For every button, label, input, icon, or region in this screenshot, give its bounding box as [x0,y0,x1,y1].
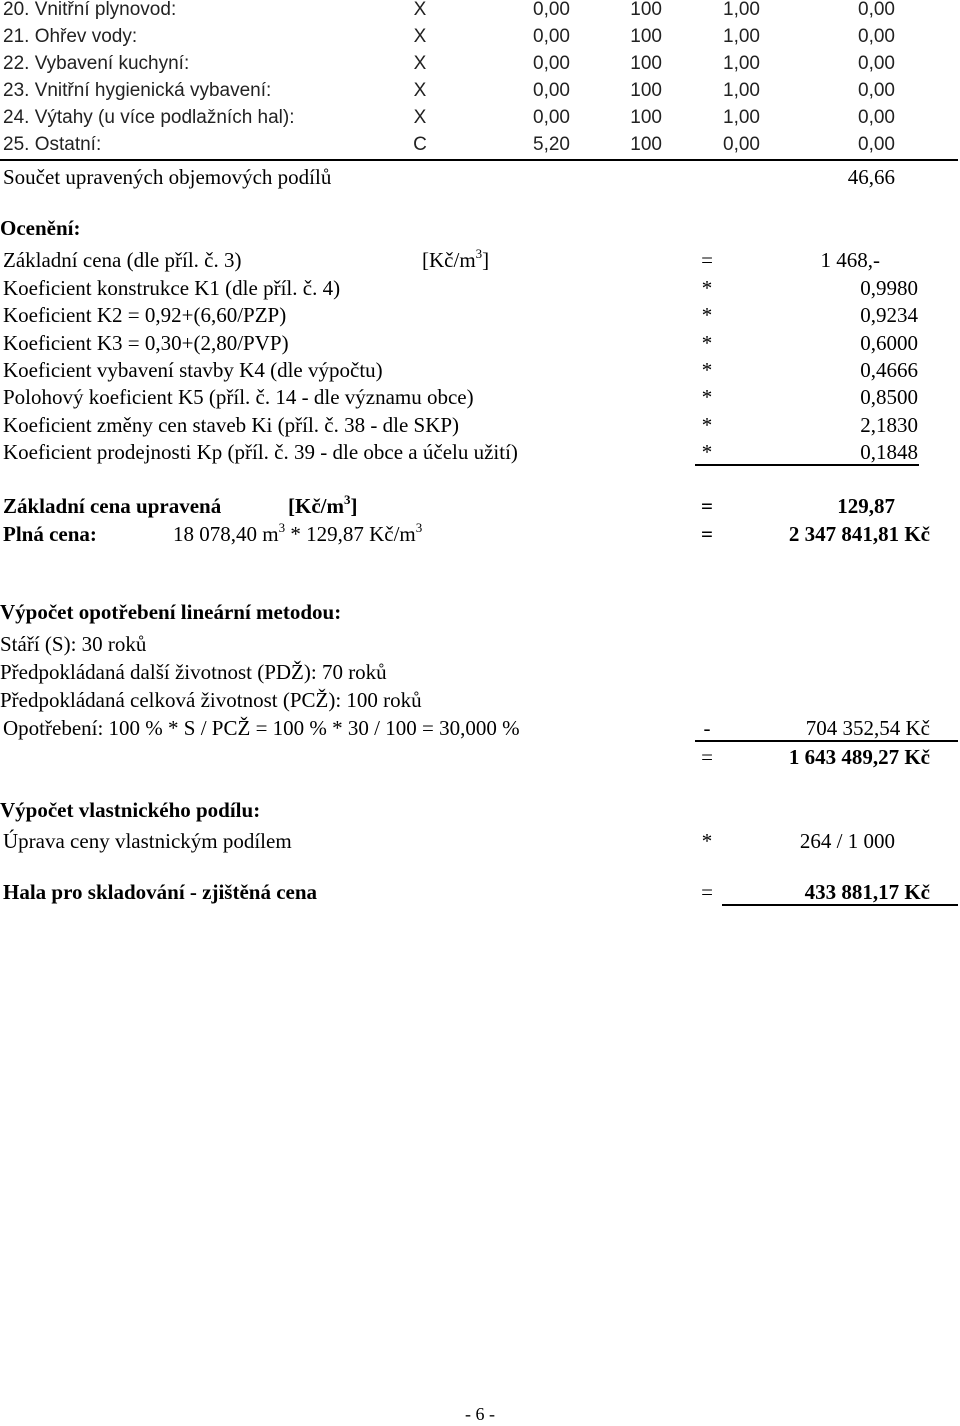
ownership-operator: * [701,829,713,853]
row-value-4: 0,00 [858,26,895,47]
coefficient-label: Koeficient změny cen staveb Ki (příl. č. 38 - dle SKP) [3,412,460,437]
age-line: Stáří (S): 30 roků [0,632,147,656]
row-value-4: 0,00 [858,53,895,74]
base-price-operator: = [701,248,713,272]
coefficient-row [0,300,960,330]
row-value-4: 0,00 [858,134,895,155]
coefficient-row [0,382,960,412]
coefficient-operator: * [701,439,713,464]
coefficient-row [0,355,960,385]
sum-row [0,162,960,192]
adjusted-price-operator: = [701,494,713,518]
row-value-4: 0,00 [858,0,895,20]
row-value-2: 100 [630,0,662,20]
final-price-operator: = [701,880,713,904]
row-code: C [413,134,427,155]
coefficient-row [0,410,960,440]
wear-operator: - [703,716,711,740]
depreciated-price-row [0,742,960,772]
coefficient-row [0,273,960,303]
row-value-3: 1,00 [723,26,760,47]
coefficient-row [0,437,960,467]
final-price-label: Hala pro skladování - zjištěná cena [3,880,318,904]
ownership-value: 264 / 1 000 [799,829,895,853]
coefficient-operator: * [701,385,713,410]
coefficient-label: Koeficient prodejnosti Kp (příl. č. 39 - dle obce a účelu užití) [3,439,518,464]
coefficient-label: Koeficient konstrukce K1 (dle příl. č. 4) [3,276,341,300]
sum-value: 46,66 [847,165,895,189]
row-value-3: 1,00 [723,0,760,20]
adjusted-price-row [0,491,960,521]
row-value-3: 1,00 [723,53,760,74]
coefficient-label: Koeficient K3 = 0,30+(2,80/PVP) [3,330,289,355]
coefficient-value: 0,9234 [860,303,918,328]
row-value-2: 100 [630,134,662,155]
ownership-heading: Výpočet vlastnického podílu: [0,798,261,822]
row-value-4: 0,00 [858,80,895,101]
oceneni-heading: Ocenění: [0,216,81,240]
row-label: 22. Vybavení kuchyní: [3,53,190,74]
row-label: 21. Ohřev vody: [3,26,138,47]
wear-label: Opotřebení: 100 % * S / PCŽ = 100 % * 30 / 100 = 30,000 % [3,716,520,740]
coefficient-operator: * [701,276,713,300]
coefficient-value: 0,6000 [860,330,918,355]
row-value-1: 0,00 [533,53,570,74]
coefficient-operator: * [701,412,713,437]
row-value-1: 0,00 [533,80,570,101]
coefficient-label: Polohový koeficient K5 (příl. č. 14 - dle významu obce) [3,385,474,410]
final-price-row [0,877,960,907]
full-price-label: Plná cena: [3,522,97,546]
row-code: X [413,26,427,47]
row-value-3: 0,00 [723,134,760,155]
table-row [0,103,960,133]
row-value-2: 100 [630,53,662,74]
base-price-unit: $[Kč/m^3]$ [422,246,490,272]
row-value-1: 0,00 [533,26,570,47]
ownership-label: Úprava ceny vlastnickým podílem [3,829,292,853]
coefficient-rule [695,464,919,466]
wear-row [0,713,960,743]
coefficient-operator: * [701,330,713,355]
row-value-4: 0,00 [858,107,895,128]
row-label: 23. Vnitřní hygienická vybavení: [3,80,272,101]
remaining-life-line: Předpokládaná další životnost (PDŽ): 70 roků [0,660,387,684]
row-label: 24. Výtahy (u více podlažních hal): [3,107,295,128]
row-value-2: 100 [630,26,662,47]
table-row [0,22,960,52]
coefficient-label: Koeficient vybavení stavby K4 (dle výpočtu) [3,357,383,382]
row-value-3: 1,00 [723,80,760,101]
row-value-2: 100 [630,80,662,101]
row-value-1: 0,00 [533,107,570,128]
depreciated-operator: = [701,745,713,769]
base-price-value: 1 468,- [820,248,880,272]
base-price-row [0,245,960,275]
depreciated-value: 1 643 489,27 Kč [788,745,930,769]
final-price-rule [722,904,958,906]
row-value-2: 100 [630,107,662,128]
full-price-operator: = [701,522,713,546]
full-price-value: 2 347 841,81 Kč [788,522,930,546]
coefficient-row [0,328,960,358]
row-label: 20. Vnitřní plynovod: [3,0,177,20]
table-row [0,130,960,160]
coefficient-operator: * [701,357,713,382]
adjusted-price-value: 129,87 [837,494,895,518]
adjusted-price-unit: $[Kč/m^3]$ [288,492,358,518]
adjusted-price-label: Základní cena upravená [3,494,222,518]
ownership-row [0,826,960,856]
table-row [0,76,960,106]
base-price-label: Základní cena (dle příl. č. 3) [3,248,242,272]
row-value-1: 0,00 [533,0,570,20]
final-price-value: 433 881,17 Kč [804,880,930,904]
row-code: X [413,0,427,20]
wear-value: 704 352,54 Kč [805,716,930,740]
row-value-1: 5,20 [533,134,570,155]
sum-label: Součet upravených objemových podílů [3,165,332,189]
coefficient-label: Koeficient K2 = 0,92+(6,60/PZP) [3,303,287,328]
row-code: X [413,53,427,74]
row-code: X [413,107,427,128]
page-number: - 6 - [465,1404,495,1424]
coefficient-value: 0,9980 [860,276,918,300]
coefficient-operator: * [701,303,713,328]
coefficient-value: 2,1830 [860,412,918,437]
coefficient-value: 0,4666 [860,357,918,382]
table-row [0,49,960,79]
coefficient-value: 0,1848 [860,439,918,464]
row-code: X [413,80,427,101]
total-life-line: Předpokládaná celková životnost (PCŽ): 100 roků [0,688,422,712]
depreciation-heading: Výpočet opotřebení lineární metodou: [0,600,342,624]
row-label: 25. Ostatní: [3,134,102,155]
full-price-calc: 18 078,40 $m^3 * 129,87$ $Kč/m^3$ [173,520,423,546]
full-price-row [0,519,960,549]
sum-rule [0,159,958,161]
row-value-3: 1,00 [723,107,760,128]
coefficient-value: 0,8500 [860,385,918,410]
